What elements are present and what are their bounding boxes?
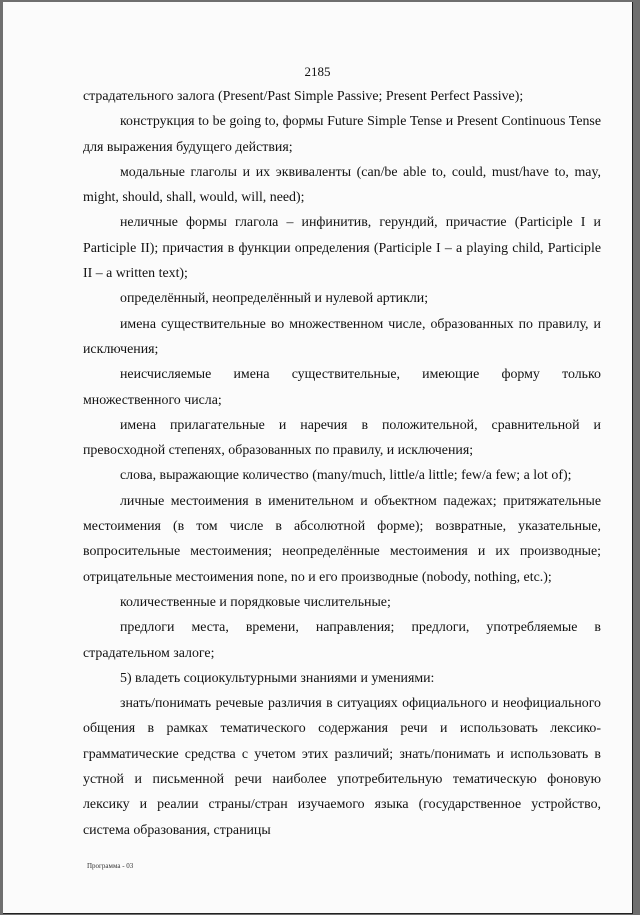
paragraph-pronouns: личные местоимения в именительном и объектном падежах; притяжательные местоимения (в том числе в абсолютной форме); возвратные, указательные, вопросительные местоимения; неопределённые местоимения и их производные; отрицательные местоимения none, no и его производные (nobody, nothing, etc.);: [83, 493, 601, 585]
paragraph-uncountable-nouns: неисчисляемые имена существительные, имеющие форму только множественного числа;: [83, 367, 601, 408]
paragraph-numerals: количественные и порядковые числительные;: [120, 594, 391, 610]
footer-label: Программа - 03: [87, 862, 134, 870]
paragraph-future-forms: конструкция to be going to, формы Future Simple Tense и Present Continuous Tense для выражения будущего действия;: [83, 114, 601, 155]
paragraph-non-finite-forms: неличные формы глагола – инфинитив, герундий, причастие (Participle I и Participle II); причастия в функции определения (Participle I – a playing child, Participle II – a written text);: [83, 215, 601, 282]
paragraph-passive-voice: страдательного залога (Present/Past Simple Passive; Present Perfect Passive);: [83, 89, 524, 104]
paragraph-plural-nouns: имена существительные во множественном числе, образованных по правилу, и исключения;: [83, 316, 601, 357]
paragraph-adjectives-adverbs: имена прилагательные и наречия в положительной, сравнительной и превосходной степенях, образованных по правилу, и исключения;: [83, 417, 601, 459]
paragraph-prepositions: предлоги места, времени, направления; предлоги, употребляемые в страдательном залоге;: [83, 620, 601, 661]
paragraph-speech-differences: знать/понимать речевые различия в ситуациях официального и неофициального общения в рамках тематического содержания речи и использовать лексико-грамматические средства с учетом этих различий; знать/понимать и использовать в устной и письменной речи наиболее употребительную тематическую фоновую лексику и реалии страны/стран изучаемого языка (государственное устройство, система образования, страницы: [83, 696, 601, 838]
page-number: 2185: [304, 64, 331, 79]
paragraph-quantity-words: слова, выражающие количество (many/much, little/a little; few/a few; a lot of);: [120, 468, 572, 484]
paragraph-sociocultural-heading: 5) владеть социокультурными знаниями и умениями:: [120, 670, 435, 686]
paragraph-articles: определённый, неопределённый и нулевой артикли;: [120, 291, 429, 307]
document-page: [3, 2, 633, 914]
paragraph-modal-verbs: модальные глаголы и их эквиваленты (can/be able to, could, must/have to, may, might, should, shall, would, will, need);: [83, 164, 601, 206]
document-body: [83, 84, 601, 843]
